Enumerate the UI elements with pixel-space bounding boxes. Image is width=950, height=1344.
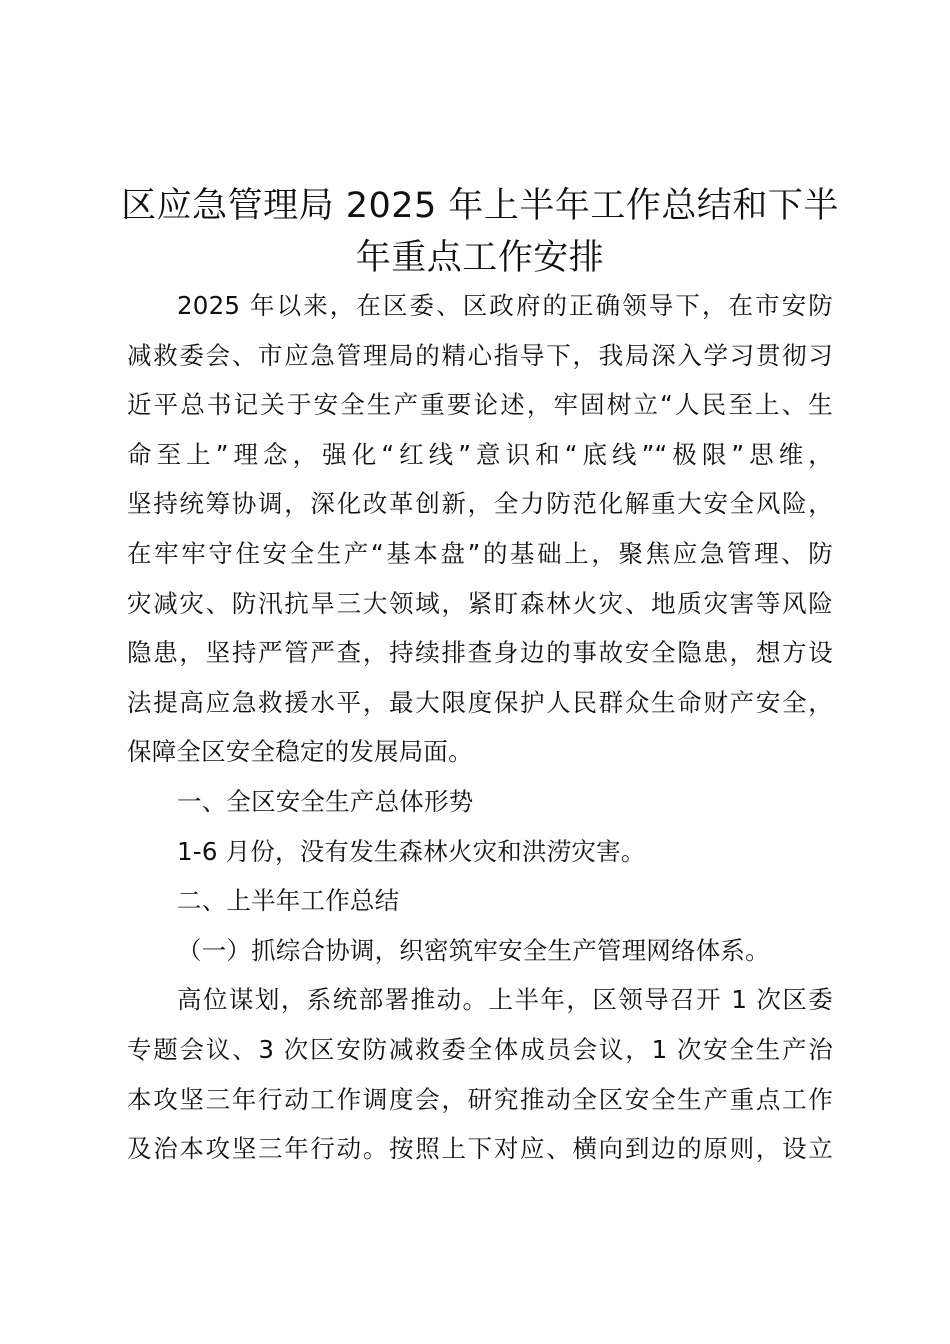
paragraph-line: 高位谋划，系统部署推动。上半年，区领导召开 1 次区委 xyxy=(177,985,833,1015)
paragraph-line: 灾减灾、防汛抗旱三大领域，紧盯森林火灾、地质灾害等风险 xyxy=(127,588,833,618)
paragraph-intro xyxy=(127,281,833,777)
paragraph-line: 本攻坚三年行动工作调度会，研究推动全区安全生产重点工作 xyxy=(127,1084,833,1114)
subsection-heading-coordination: （一）抓综合协调，织密筑牢安全生产管理网络体系。 xyxy=(177,935,770,965)
paragraph-line: 保障全区安全稳定的发展局面。 xyxy=(127,737,473,767)
paragraph-line: 专题会议、3 次区安防减救委全体成员会议，1 次安全生产治 xyxy=(127,1034,833,1064)
paragraph-situation: 1-6 月份，没有发生森林火灾和洪涝灾害。 xyxy=(177,836,646,866)
section-heading-summary: 二、上半年工作总结 xyxy=(177,886,400,916)
paragraph-line: 法提高应急救援水平，最大限度保护人民群众生命财产安全， xyxy=(127,687,833,717)
paragraph-line: 在牢牢守住安全生产“基本盘”的基础上，聚焦应急管理、防 xyxy=(127,538,833,568)
paragraph-line: 近平总书记关于安全生产重要论述，牢固树立“人民至上、生 xyxy=(127,390,833,420)
paragraph-planning xyxy=(127,975,833,1173)
paragraph-line: 2025 年以来，在区委、区政府的正确领导下，在市安防 xyxy=(177,291,833,320)
document-title xyxy=(110,180,850,284)
paragraph-line: 减救委会、市应急管理局的精心指导下，我局深入学习贯彻习 xyxy=(127,340,833,370)
paragraph-line: 及治本攻坚三年行动。按照上下对应、横向到边的原则，设立 xyxy=(127,1134,833,1164)
paragraph-line: 命至上”理念，强化“红线”意识和“底线”“极限”思维， xyxy=(127,439,833,469)
paragraph-line: 隐患，坚持严管严查，持续排查身边的事故安全隐患，想方设 xyxy=(127,638,833,668)
document-body xyxy=(127,281,833,1174)
title-line-2: 年重点工作安排 xyxy=(355,238,605,278)
title-line-1: 区应急管理局 2025 年上半年工作总结和下半 xyxy=(121,186,839,226)
paragraph-line: 坚持统筹协调，深化改革创新，全力防范化解重大安全风险， xyxy=(127,489,833,519)
section-heading-situation: 一、全区安全生产总体形势 xyxy=(177,786,474,816)
